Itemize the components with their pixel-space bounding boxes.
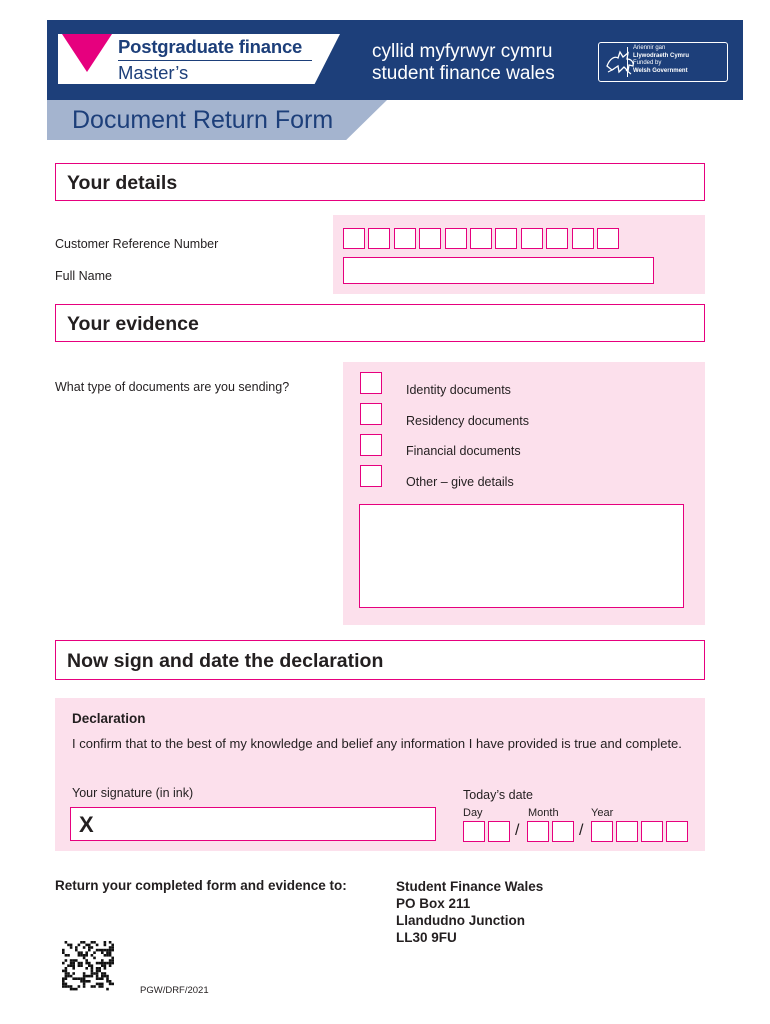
address-line-4: LL30 9FU [396,930,457,945]
year-digit-4[interactable] [666,821,688,842]
crn-digit-box[interactable] [495,228,517,249]
declaration-text: I confirm that to the best of my knowledge and belief any information I have provided is true and complete. [72,736,682,751]
declaration-section-title: Now sign and date the declaration [67,650,384,672]
year-digit-1[interactable] [591,821,613,842]
wg-line4: Welsh Government [633,67,688,74]
declaration-heading: Declaration [72,711,146,726]
year-digit-2[interactable] [616,821,638,842]
option-financial-label: Financial documents [406,444,521,458]
crn-digit-box[interactable] [597,228,619,249]
year-digit-3[interactable] [641,821,663,842]
day-digit-1[interactable] [463,821,485,842]
qr-code-icon [62,941,115,991]
return-address [396,878,543,946]
month-digit-2[interactable] [552,821,574,842]
full-name-field[interactable] [343,257,654,284]
date-separator-2: / [579,822,584,839]
crn-digit-box[interactable] [445,228,467,249]
pink-triangle-logo-icon [62,34,112,72]
crn-label: Customer Reference Number [55,237,219,251]
full-name-label: Full Name [55,269,112,283]
postgraduate-finance-title: Postgraduate finance [118,36,303,57]
month-label: Month [528,807,559,819]
signature-field[interactable] [70,807,436,841]
option-other-label: Other – give details [406,475,514,489]
wg-line1: Ariennir gan [633,45,666,51]
option-residency-label: Residency documents [406,414,529,428]
wg-line2: Llywodraeth Cymru [633,52,690,59]
masters-subtitle: Master’s [118,62,189,83]
todays-date-label: Today’s date [463,788,533,802]
crn-input-group [343,228,633,249]
crn-digit-box[interactable] [572,228,594,249]
address-line-3: Llandudno Junction [396,913,525,928]
wg-line3: Funded by [633,60,662,66]
your-details-title: Your details [67,172,178,194]
crn-digit-box[interactable] [394,228,416,249]
address-line-2: PO Box 211 [396,896,471,911]
crn-digit-box[interactable] [368,228,390,249]
day-digit-2[interactable] [488,821,510,842]
address-line-1: Student Finance Wales [396,879,544,894]
welsh-government-text [633,45,725,75]
signature-label: Your signature (in ink) [72,786,194,800]
form-title: Document Return Form [72,106,334,134]
year-label: Year [591,807,614,819]
other-details-textarea[interactable] [359,504,684,608]
return-instruction: Return your completed form and evidence to: [55,878,347,893]
month-digit-1[interactable] [527,821,549,842]
document-type-question: What type of documents are you sending? [55,380,290,394]
date-separator-1: / [515,822,520,839]
crn-digit-box[interactable] [343,228,365,249]
your-evidence-title: Your evidence [67,313,199,335]
logo-divider [627,47,628,77]
checkbox-other[interactable] [360,465,382,487]
crn-digit-box[interactable] [546,228,568,249]
form-reference: PGW/DRF/2021 [140,985,209,996]
day-label: Day [463,807,483,819]
option-identity-label: Identity documents [406,383,511,397]
crn-digit-box[interactable] [470,228,492,249]
checkbox-residency[interactable] [360,403,382,425]
sfw-english-name: student finance wales [372,63,555,84]
sfw-welsh-name: cyllid myfyrwyr cymru [372,41,553,62]
signature-x-mark: X [79,812,94,837]
crn-digit-box[interactable] [521,228,543,249]
title-rule [118,60,312,61]
checkbox-identity[interactable] [360,372,382,394]
checkbox-financial[interactable] [360,434,382,456]
crn-digit-box[interactable] [419,228,441,249]
